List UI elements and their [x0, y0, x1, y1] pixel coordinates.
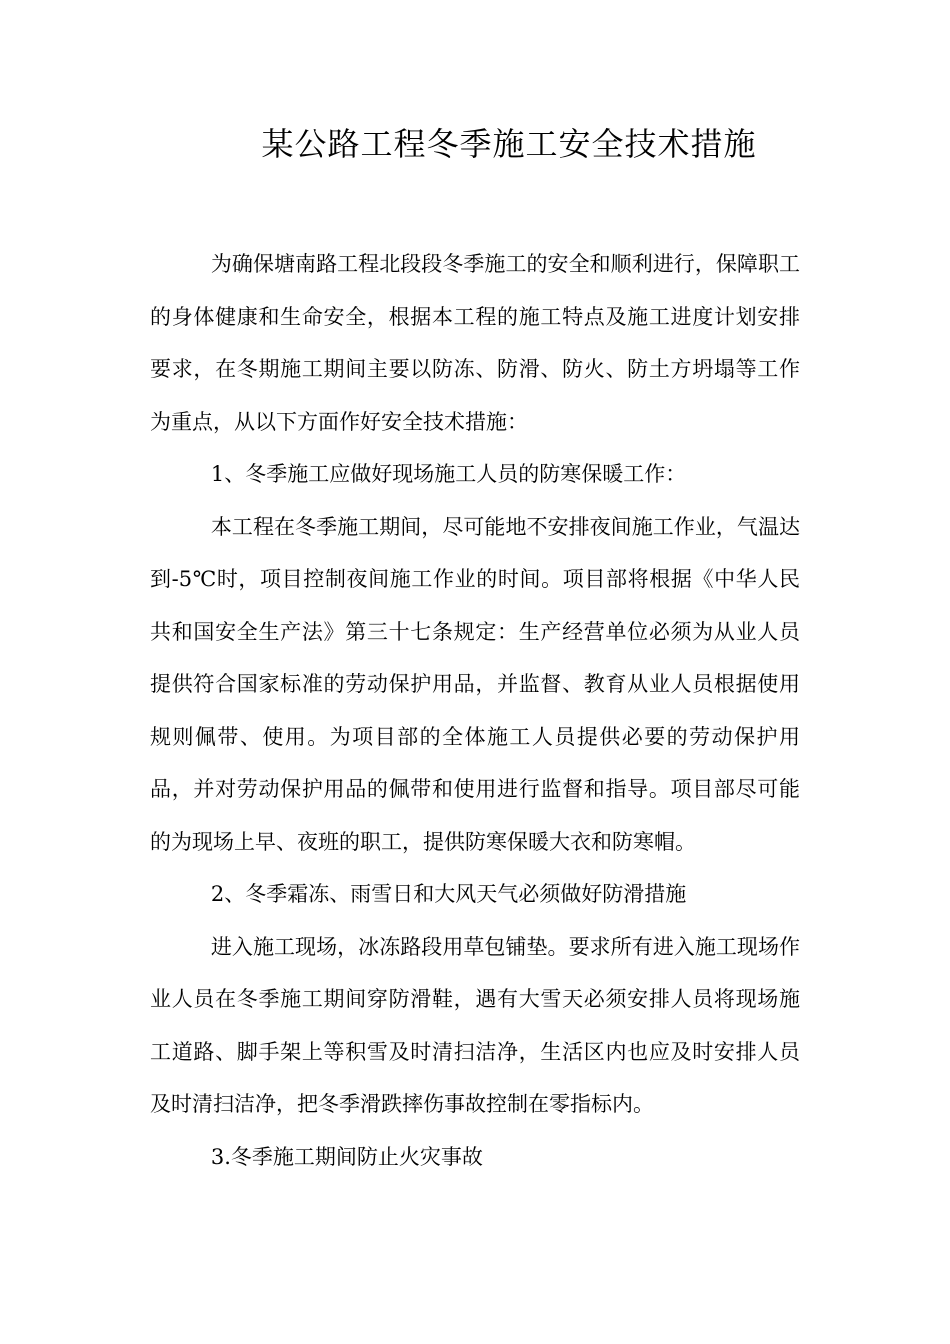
section-heading-1: 1、冬季施工应做好现场施工人员的防寒保暖工作：	[210, 462, 687, 486]
document-body	[150, 238, 800, 1183]
document-title: 某公路工程冬季施工安全技术措施	[261, 125, 757, 163]
intro-paragraph: 为确保塘南路工程北段段冬季施工的安全和顺利进行，保障职工的身体健康和生命安全，根据本工程的施工特点及施工进度计划安排要求，在冬期施工期间主要以防冻、防滑、防火、防土方坍塌等工作为重点，从以下方面作好安全技术措施：	[150, 252, 800, 434]
section-heading-2: 2、冬季霜冻、雨雪日和大风天气必须做好防滑措施	[210, 882, 687, 906]
section-1-paragraph: 本工程在冬季施工期间，尽可能地不安排夜间施工作业，气温达到-5℃时，项目控制夜间施工作业的时间。项目部将根据《中华人民共和国安全生产法》第三十七条规定：生产经营单位必须为从业人员提供符合国家标准的劳动保护用品，并监督、教育从业人员根据使用规则佩带、使用。为项目部的全体施工人员提供必要的劳动保护用品，并对劳动保护用品的佩带和使用进行监督和指导。项目部尽可能的为现场上早、夜班的职工，提供防寒保暖大衣和防寒帽。	[150, 514, 800, 854]
section-2-paragraph: 进入施工现场，冰冻路段用草包铺垫。要求所有进入施工现场作业人员在冬季施工期间穿防滑鞋，遇有大雪天必须安排人员将现场施工道路、脚手架上等积雪及时清扫洁净，生活区内也应及时安排人员及时清扫洁净，把冬季滑跌摔伤事故控制在零指标内。	[150, 934, 800, 1116]
section-heading-3: 3.冬季施工期间防止火灾事故	[210, 1144, 483, 1169]
